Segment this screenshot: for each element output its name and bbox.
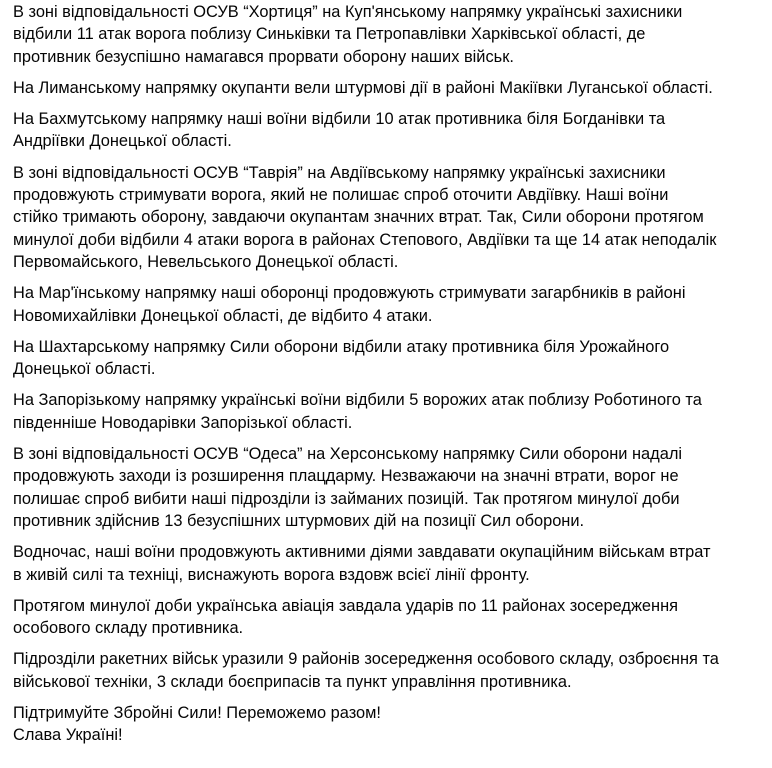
post-paragraph-closing xyxy=(13,702,760,747)
paragraph-line: продовжують заходи із розширення плацдарму. Незважаючи на значні втрати, ворог не xyxy=(13,467,679,486)
paragraph-line: Підрозділи ракетних військ уразили 9 районів зосередження особового складу, озброєння та xyxy=(13,650,719,669)
paragraph-line: Підтримуйте Збройні Сили! Переможемо разом! xyxy=(13,704,381,723)
paragraph-line: відбили 11 атак ворога поблизу Синьківки та Петропавлівки Харківської області, де xyxy=(13,25,646,44)
paragraph-line: військової техніки, 3 склади боєприпасів та пункт управління противника. xyxy=(13,672,572,691)
paragraph-line: стійко тримають оборону, завдаючи окупантам значних втрат. Так, Сили оборони протягом xyxy=(13,208,704,227)
paragraph-line: південніше Новодарівки Запорізької області. xyxy=(13,413,353,432)
paragraph-line: Андріївки Донецької області. xyxy=(13,132,232,151)
paragraph-line: противник безуспішно намагався прорвати оборону наших військ. xyxy=(13,47,514,66)
post-paragraph xyxy=(13,162,760,273)
paragraph-line: Водночас, наші воїни продовжують активними діями завдавати окупаційним військам втрат xyxy=(13,543,711,562)
paragraph-line: минулої доби відбили 4 атаки ворога в районах Степового, Авдіївки та ще 14 атак неподалік xyxy=(13,230,717,249)
paragraph-line: Протягом минулої доби українська авіація завдала ударів по 11 районах зосередження xyxy=(13,596,679,615)
paragraph-line: На Запорізькому напрямку українські воїни відбили 5 ворожих атак поблизу Роботиного та xyxy=(13,391,702,410)
paragraph-line: противник здійснив 13 безуспішних штурмових дій на позиції Сил оборони. xyxy=(13,511,585,530)
post-paragraph xyxy=(13,595,760,640)
paragraph-line: На Бахмутському напрямку наші воїни відбили 10 атак противника біля Богданівки та xyxy=(13,110,666,129)
paragraph-line: На Лиманському напрямку окупанти вели штурмові дії в районі Макіївки Луганської області. xyxy=(13,78,713,97)
post-paragraph xyxy=(13,443,760,532)
paragraph-line: продовжують стримувати ворога, який не полишає спроб оточити Авдіївку. Наші воїни xyxy=(13,186,669,205)
paragraph-line: Новомихайлівки Донецької області, де відбито 4 атаки. xyxy=(13,306,433,325)
paragraph-line: Слава Україні! xyxy=(13,726,123,745)
post-paragraph xyxy=(13,648,760,693)
post-paragraph xyxy=(13,389,760,434)
post-paragraph xyxy=(13,336,760,381)
paragraph-line: В зоні відповідальності ОСУВ “Хортиця” на Куп'янському напрямку українські захисники xyxy=(13,3,683,21)
paragraph-line: На Шахтарському напрямку Сили оборони відбили атаку противника біля Урожайного xyxy=(13,337,670,356)
post-paragraph xyxy=(13,282,760,327)
paragraph-line: В зоні відповідальності ОСУВ “Таврія” на Авдіївському напрямку українські захисники xyxy=(13,163,666,182)
paragraph-line: особового складу противника. xyxy=(13,619,244,638)
post-paragraph xyxy=(13,77,760,99)
post-paragraph xyxy=(13,108,760,153)
paragraph-line: полишає спроб вибити наші підрозділи із займаних позицій. Так протягом минулої доби xyxy=(13,489,680,508)
paragraph-line: На Мар'їнському напрямку наші оборонці продовжують стримувати загарбників в районі xyxy=(13,284,686,303)
paragraph-line: Первомайського, Невельського Донецької області. xyxy=(13,252,399,271)
paragraph-line: в живій силі та техніці, виснажують ворога вздовж всієї лінії фронту. xyxy=(13,565,530,584)
paragraph-line: Донецької області. xyxy=(13,360,156,379)
paragraph-line: В зоні відповідальності ОСУВ “Одеса” на Херсонському напрямку Сили оборони надалі xyxy=(13,445,683,464)
post-paragraph xyxy=(13,1,760,68)
post-paragraph xyxy=(13,541,760,586)
